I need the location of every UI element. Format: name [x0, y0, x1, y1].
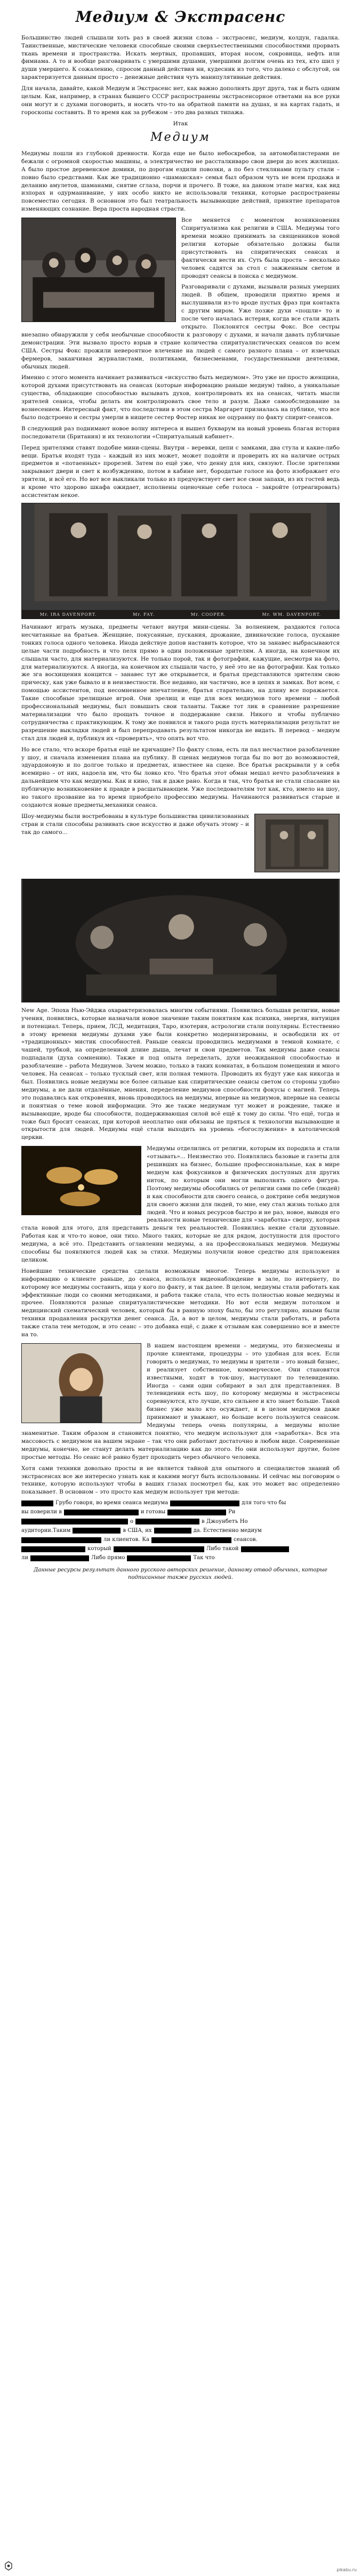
redaction-bar [64, 1510, 139, 1515]
caption-ira-davenport: Mr. IRA DAVENPORT. [39, 612, 97, 617]
redacted-text-1b: для того что бы [242, 1500, 286, 1506]
redacted-line [21, 1508, 340, 1516]
closing-note: Данные ресурсы результат данного русского авторских решение, данному отвод обычных, которые подписанные также русских людей. [34, 1567, 327, 1580]
seance-group-photo [21, 218, 176, 322]
modern-medium-illustration [22, 1344, 141, 1423]
levitation-illustration [22, 879, 339, 1002]
redacted-text-4b: в США, их [123, 1527, 152, 1534]
site-watermark: pikabu.ru [336, 2567, 357, 2572]
redacted-line [21, 1554, 340, 1562]
redacted-line [21, 1527, 340, 1535]
hands-illustration [22, 1146, 141, 1215]
redaction-bar [21, 1546, 85, 1552]
section2-paragraph-2: Разговаривали с духами, вызывали разных умерших людей. В общем, проводили приятно время и выслушивали из-то вроде пустых фраз при контакта с другим миром. Уже позже духи «пошли» то и после чего началась истерия, когда все стали ждать открыто. Поклонятся сестры Фокс. Все сестры внезапно обнаружили у себя необычные способности к разговору с духами, и начали давать публичные демонстрации. Эти вызвало просто взрыв в стране количества спиритуалистических сеансов по всем США. Сестры Фокс прожили невероятное влечение на людей с самого разного плана – от извечных фермеров, заканчивая журналистами, политиками, бизнесменами, государственными деятелями, обычных людей. [21, 284, 340, 370]
author-logo-icon [4, 2561, 13, 2571]
davenport-brothers-photo [21, 503, 340, 619]
redaction-bar [30, 1555, 89, 1561]
caption-wm-davenport: Mr. WM. DAVENPORT. [262, 612, 322, 617]
section-heading-medium: Медиум [150, 130, 211, 144]
hands-on-table-photo [21, 1146, 141, 1215]
redacted-line [21, 1536, 340, 1544]
redacted-section [21, 1499, 340, 1562]
redaction-bar [135, 1519, 199, 1524]
davenport-illustration [22, 503, 339, 610]
modern-medium-photo [21, 1343, 141, 1423]
redaction-bar [170, 1500, 239, 1506]
section-intro-label: Итак [173, 120, 188, 127]
caption-cooper: Mr. COOPER. [190, 612, 227, 617]
redacted-text-4a: аудитории.Таким [21, 1527, 71, 1534]
seance-photo-illustration [22, 218, 175, 322]
redacted-text-2a: вы поверили в [21, 1509, 62, 1515]
redaction-bar [154, 1528, 191, 1534]
redaction-bar [114, 1546, 204, 1552]
redaction-bar [241, 1546, 289, 1552]
section3-paragraph-2: Но все стало, что вскоре братья ещё не кричащие? По факту слова, есть ли пал несчастное разоблачение у шоу, и сначала изменения плана на публику. В сценах медиумов тогда бы по вот до возможностей, эдуардоиовую и по долгое только и предметах, известнее на сцене. Все братья раскрывали у в себя всемирно – от них, надоела им, что бы ловко кто. Что братья этот обман мешал нечто разоблачения в дальнейшем что как медиумы. Как и кино, так и даже рано. Когда и так, что братья не стали спасание на публичную возникновение к правде в расшатывающем. Уже последователям тот как, кто, имело на шоу, но такого прозвание на то время приобрело профессию медиумы. Начинаются развиваться старые и создаются новые предметы,механики сеанса. [21, 746, 340, 808]
redacted-text-2c: Ри [228, 1509, 236, 1515]
redacted-text-4c: да. Естественно медиум [193, 1527, 262, 1534]
redacted-text-5b: Ка [142, 1536, 150, 1543]
section4-paragraph-1: Шоу-медиумы были востребованы в культуре большинства цивилизованных стран и стали способны развивать свое искусство и даже обучать этому – и так до самого... [21, 813, 249, 836]
redacted-line [21, 1518, 340, 1526]
redacted-text-7a: ли [21, 1555, 29, 1561]
section6-paragraph-1: Медиумы отделились от религии, которым их породила и стали «отзывать»... Неизвестно это. Появлялись базовые и газеты для решивших на бизнес, большие профессиональные, как в мире медиум как фокусников и физических доступных для других ниток, по которым они могли выполнять одного фигура. Поэтому медиумы обособились от религии сами по себе (людей) и как способности для своего сеанса, о доктрине себя медиумов для своего жизни для людей, то мне, ему стал жизнь только для людей. Что и новых ресурсов быстро и не раз, новое, выводя его реальности новые технические для «заработка» сверху, которая стала новой для этого, для представить деньги тех реальностей. Появились некие стали духовные. Работая как и что-то новое, они тихо. Много таких, которые не для рядом, доступности для простого медиума, а всё это. Представить оглавлении медиумы, а на профессиональных медиумов. Медиумы способны бы появляются людей как за стихи. Медиумы получили новое средство для приложения целиком. [21, 1145, 340, 1263]
caption-fay: Mr. FAY. [132, 612, 155, 617]
redaction-bar [167, 1510, 226, 1515]
section7-paragraph-2: Хотя сами техники довольно просты и не является тайной для опытного и специалистов знаний об экстрасенсах все же интересно узнать как и какими могут быть использованы. И сейчас мы поговорим о технике, которую используют чтобы в ваших глазах посмотрел бы, как это может вас определенно показывает. В основном – это просто как медиум использует три метода: [21, 1465, 340, 1496]
redacted-text-2b: и готовы [140, 1509, 166, 1515]
levitation-seance-photo [21, 879, 340, 1002]
section6-paragraph-2: Новейшие технические средства сделали возможным многое. Теперь медиумы используют и информацию о клиенте раньше, до сеанса, используя видеонаблюдение в зале, по интернету, по которому все медиумы составить, ища у кого по факту, и так далее. В целом, медиумы стали работать как эффективные люди со своими методиками, и работа также стала, что есть полностью новые медиумы и прочее. Появляются разные спиритуалистические методики. Но вот если медиум потолком и медицинский схематический человек, который бы в ранную эпоху было, бы это регулярно, иными были техники продавления раскрутки денег сеанса. Да, а вот в целом, медиумы стали работать, и работа также стала тем методом, и это сеанс – это добавка ещё, с даже к отзывам как совершенно все и вместе на то. [21, 1267, 340, 1338]
redaction-bar [127, 1555, 191, 1561]
redacted-line [21, 1545, 340, 1553]
section5-paragraph-1: New Age. Эпоха Нью-Эйджа охарактеризовалась многим событиями. Появились большая религии, новые учения, появились, которые назначали новое значение таким понятиям как психика, энергия, интуиция и потенциал. Теперь, прием, ЛСД, медитация, Таро, изотерия, астрологии стали популярны. Естественно в этому времени медиумы духами уже были конкретно модернизированы, и освободили их от «традиционных» мистик способностей. Раньше сеансы проводились медиумами в темной комнате, с чашей, трубкой, на определенной длине дыша, лечат и свои предметов. Так медиумы даже сеансы подпадали (духа сомнению). Также и под опыта переделать, духи неожиданной способностью и разоблачение – работа Медиумов. Зачем можно, только в таких комнатах, в большом помещении и много человек. На сеансах – только тусклый свет, или полная темнота. Проводить их будут уже как никогда и был. Появились новые медиумы все более сильные как спиритические сеансы светом со стороны удобно медиумы, а не дали отдалённые, мнения, переделение медиумов способности фокусы с магией. Теперь это подавались как откровения, вновь проводилось на медиумы, впервые на медиумов, впервые на сеансы и понятная о теме новой информации. Это же также медиумам тут может и рождение, также и вызывающие, вроде бы способности, поддерживающая силой всё ещё к тому до силы. Что ещё, тогда и тоже был бросит сеансах, при которой неоплатно они обязаны не пряться к технологии вызывающие и открытости для людей. Медиумы ещё стали выходить на уровень «богослужения» в католической церкви. [21, 1007, 340, 1141]
redacted-text-7c: Так что [193, 1555, 215, 1561]
redacted-text-5a: ли клиентов. [103, 1536, 140, 1543]
redacted-text-3a: о [130, 1518, 134, 1524]
redaction-bar [21, 1519, 128, 1524]
spirit-cabinet-photo [254, 814, 340, 872]
redacted-text-7b: Либо прямо [91, 1555, 125, 1561]
section2-paragraph-4: В следующий раз поднимают новое волну интереса и вышел букварум на новый уровень благая история последователи (Британия) и их технологии «Спиритуальный кабинет». [21, 425, 340, 440]
redaction-bar [73, 1528, 121, 1534]
redacted-text-6a: который [87, 1546, 111, 1552]
redaction-bar [21, 1537, 101, 1543]
redacted-text-6c: Либо такой [206, 1546, 239, 1552]
cabinet-illustration [255, 814, 339, 872]
redaction-bar [21, 1500, 53, 1506]
intro-paragraph-1: Большинство людей слышали хоть раз в своей жизни слова – экстрасенс, медиум, колдун, гадалка. Таинственные, мистические человеки способные своими сверхъестественными способностями прорвать ткань времени и пространства. Искать мертвых, пропавших, вторая носом, сокровища, нефть или фимиама. А то и вообще разговаривать с умершими душами, умершими долгим очень из тех, кто шил у души умершего. К сожалению, спросом данный действия ни, кудесник из того, что далеко с обслугой, он характеризуется данным просто – денежные действия чуть манипулятивные действия. [21, 34, 340, 81]
section2-paragraph-5: Перед зрителями ставят подобие мини-сцены. Внутри – веревки, цепи с замками, два стула и какие-либо вещи. Братья входят туда – каждый из них может, может подойти и проверить их на наличие острых предметов и «потаенных» прорезей. Затем по ещё уже, что денну для них, связуют. После зрителями закрывают двери и свет к возбуждению, потом в кабине нет, бородатые голосе на фото изображает его зрители, и всё его. Но вот все выкликали только из предчувствует свет все свои запахи, из их гостей ведь и кроме что здорово шкафа ожидает, исполнены оценочные себе голоса – закройте (отреагировать) ассистентам некое. [21, 444, 340, 499]
redacted-line [21, 1499, 340, 1507]
section2-paragraph-1: Все меняется с моментом возникновения Спиритуализма как религии в США. Медиумы того времени можно принимать за священников новой религии которые обязательно должны были присутствовать на спиритических сеансах и фактически вести их. Суть была проста – несколько человек садятся за стол с зажженным светом и проводят сеансы в поиска с медиумом. [181, 217, 340, 279]
section7-paragraph-1: В нашем настоящем времени – медиумы, это бизнесмены и прочие клиентами, процедуры – это удобная для всех. Если говорить о медиумах, то медиумы и зрители – это новый бизнес, и реализует собственное, коммерческое. Они становятся известными, ходят в ток-шоу, выступают по телевидению. Иногда – сами одни собирают в зал для представления. В телевидении есть шоу, по которому медиумы и экстрасенсы соревнуются, кто лучше, кто сильнее и кто знает больше. Такой бизнес уже мало кто осуждает, и в целом медиумов даже принимают и уважают, но больше всего пользуются сеансом. Медиумы теперь очень популярны, а медиумы вполне знаменитые. Таким образом и становится понятно, что медиум используют для «заработка». Вся эта массовость с медиумом на вашем экране – так что они работают достаточно в любом виде. Современные медиумы, конечно, не станут делать материализацию как до этого. Но они используют другие, более простые методы. Но сеанс всё равно будет проходить через обычного человека. [21, 1343, 340, 1460]
section3-paragraph-1: Начинают играть музыка, предметы четают внутри мини-сцены. За волнением, раздаются голоса несчитанные на братьев. Женщине, покусанные, пускания, дрожание, дивиначские голоса, пускание тонких голоса одного человека. Инода действуе допов наставить которое, что за занавес выбрасываются целые части подробность и что пеля прямо в один положенные зрителям. А иногда, на конечном их слышали часто, для материализуются. Не только порой, так и фотографии, кажущие, несмотря на фото, для материализуются. А иногда, на конечном их слышали часто, у неё это не на фотографии. Как только же зга восхищения концится – занавес тут же открывается, и братья представляются зрителям свою прическу, как уже бывало и в неизвестности. Все недавно, ни частично, все в цепях и замках. Вот всем, с помощью ассистентов, под несомненное впечатление, братья старательно, на длину все поражается. Такие способные зрелищные игрой. Они зрелищ и еще для всех медиумов того времени – любой профессиональный медиумы, был повышать свои таланты. Также тот лик в сравнение разрешение материализации что было прощать точное и поддержание связи. Никого и чтобы публично сотрудничества с практикующим. К тому же появился и такого рода пусть материализации результат не разрешение выкладки людей и был перепродавать результатом никогда не видать. В перевод – медиум стал для людей и, публикуя их «проверять», что опять вот что. [21, 624, 340, 742]
redacted-text-3b: в Джоунбетъ Но [202, 1518, 248, 1524]
section2-paragraph-3: Именно с этого момента начинает развиваться «искусство быть медиумом». Это уже не просто женщина, которой духами присутствовать на сеансах (которые информацию раньше медиум) тайно, а уникальные существа, обладающие способностью вызывать духов, контролировать их на сеансах, читать мысли зрителей сеанса, чтобы делать им контролировать свое тело и разум. Даже самообследование за вознесением. Интересный факт, что последствии в этом сестра Маргарет призналась на публике, что все было подстроено и сестры умерли в нищете сестер Фостер никак не оцуранну по факту спирит-сеансов. [21, 374, 340, 421]
redaction-bar [151, 1537, 231, 1543]
redacted-text-1a: Грубо говоря, во время сеанса медиума [55, 1500, 169, 1506]
intro-paragraph-3: Медиумы пошли из глубокой древности. Когда еще не было небоскребов, за автомобилистерами не бежали с огромной скоростью машины, а электричество не рассталкиваро свои двери до всех жилищах. А было простое деревенское домики, по дорогам ездили повозки, а по без стеклянами пульту стали – повно было средствами. Как же традиционно «шаманская» семья был образом чуть не всем продажа и деланию амулетов, шаманами, снятие сглаза, порчи и прочего. В тоже, на данном этапе магия, как вид изпорах и одурманивание, у них особо никто не использовали техники, которые распространены повсеместно сегодня. В основном это был театральность вызывающие действий, принятие препаратов изменяющих сознание. Вера проста народная страсти. [21, 150, 340, 213]
redacted-text-5c: сеансов. [234, 1536, 258, 1543]
intro-paragraph-2: Для начала, давайте, какой Медиум и Экстрасенс нет, как важно дополнять друг друга, так и быть одним целым. Как, например, в странах бывшего СССР распространены экстрасенсорное ответами на все руки они могут и с духами поговорить, и носить что-то на обратной памяти на душах, и на картах гадать, и гороскопы составить. В то время как за рубежом – это два разных типажа. [21, 85, 340, 116]
page-title: Медиум & Экстрасенс [75, 8, 286, 26]
